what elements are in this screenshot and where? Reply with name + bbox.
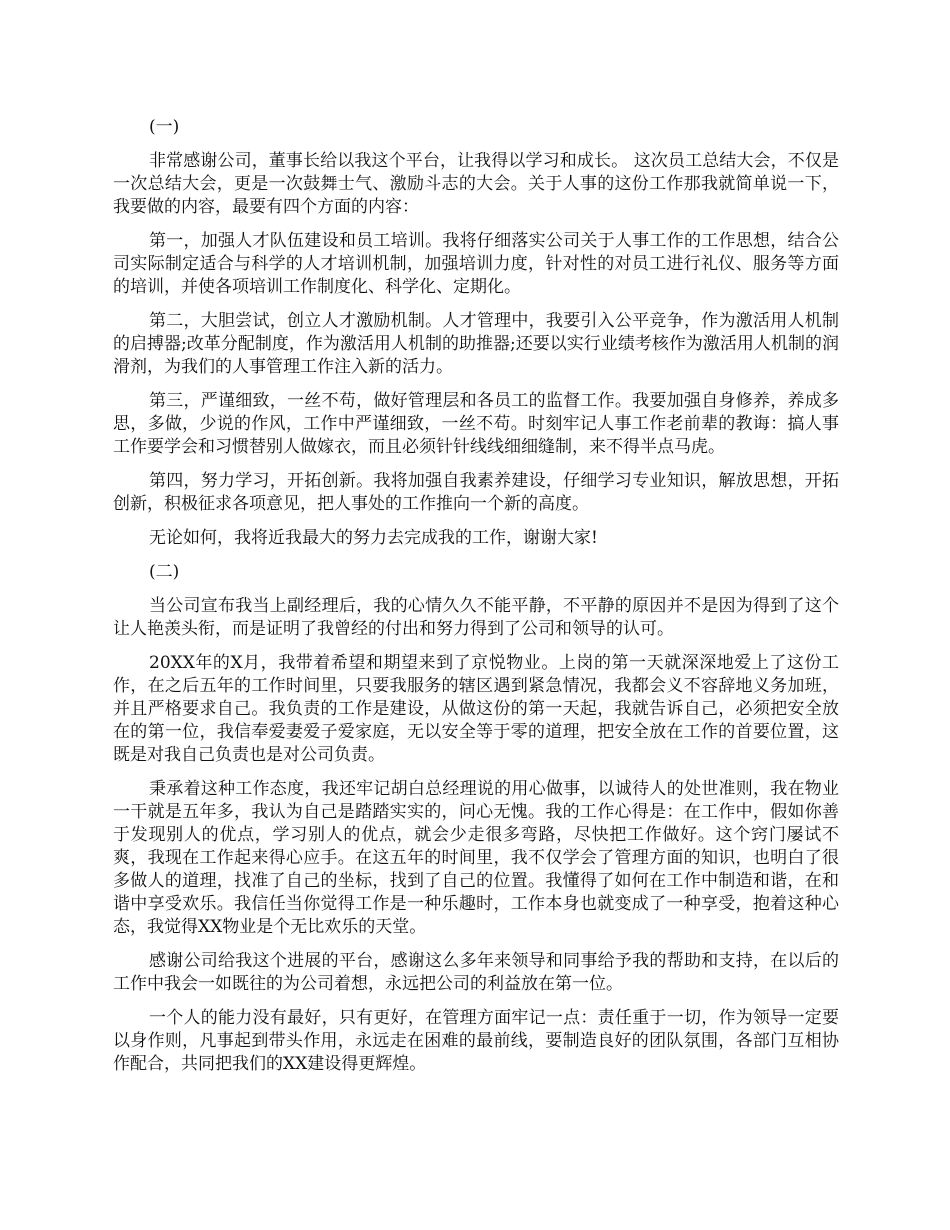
paragraph: 无论如何，我将近我最大的努力去完成我的工作，谢谢大家! bbox=[149, 528, 598, 548]
paragraph: 非常感谢公司，董事长给以我这个平台，让我得以学习和成长。 这次员工总结大会，不仅是一次总结大会，更是一次鼓舞士气、激励斗志的大会。关于人事的这份工作那我就简单说一下，我要做的内容，最要有四个方面的内容： bbox=[113, 151, 839, 217]
paragraph: 感谢公司给我这个进展的平台，感谢这么多年来领导和同事给予我的帮助和支持，在以后的工作中我会一如既往的为公司着想，永远把公司的利益放在第一位。 bbox=[113, 951, 839, 994]
paragraph: 秉承着这种工作态度，我还牢记胡白总经理说的用心做事，以诚待人的处世准则，我在物业一干就是五年多，我认为自己是踏踏实实的，问心无愧。我的工作心得是：在工作中，假如你善于发现别人的优点，学习别人的优点，就会少走很多弯路，尽快把工作做好。这个窍门屡试不爽，我现在工作起来得心应手。在这五年的时间里，我不仅学会了管理方面的知识，也明白了很多做人的道理，找准了自己的坐标，找到了自己的位置。我懂得了如何在工作中制造和谐，在和谐中享受欢乐。我信任当你觉得工作是一种乐趣时，工作本身也就变成了一种享受，抱着这种心态，我觉得XX物业是个无比欢乐的天堂。 bbox=[113, 779, 839, 937]
paragraph: 第三，严谨细致，一丝不苟，做好管理层和各员工的监督工作。我要加强自身修养，养成多思，多做，少说的作风，工作中严谨细致，一丝不苟。时刻牢记人事工作老前辈的教诲：搞人事工作要学会和习惯替别人做嫁衣，而且必须针针线线细细缝制，来不得半点马虎。 bbox=[113, 391, 839, 457]
document-body bbox=[113, 116, 839, 1087]
paragraph: 20XX年的X月，我带着希望和期望来到了京悦物业。上岗的第一天就深深地爱上了这份工作，在之后五年的工作时间里，只要我服务的辖区遇到紧急情况，我都会义不容辞地义务加班，并且严格要求自己。我负责的工作是建设，从做这份的第一天起，我就告诉自己，必须把安全放在的第一位，我信奉爱妻爱子爱家庭，无以安全等于零的道理，把安全放在工作的首要位置，这既是对我自己负责也是对公司负责。 bbox=[113, 653, 839, 765]
section-heading-1: (一) bbox=[149, 117, 180, 137]
paragraph: 当公司宣布我当上副经理后，我的心情久久不能平静，不平静的原因并不是因为得到了这个让人艳羡头衔，而是证明了我曾经的付出和努力得到了公司和领导的认可。 bbox=[113, 596, 839, 639]
paragraph: 第二，大胆尝试，创立人才激励机制。人才管理中，我要引入公平竞争，作为激活用人机制的启搏器;改革分配制度，作为激活用人机制的助推器;还要以实行业绩考核作为激活用人机制的润滑剂，为我们的人事管理工作注入新的活力。 bbox=[113, 311, 839, 377]
paragraph: 第一，加强人才队伍建设和员工培训。我将仔细落实公司关于人事工作的工作思想，结合公司实际制定适合与科学的人才培训机制，加强培训力度，针对性的对员工进行礼仪、服务等方面的培训，并使各项培训工作制度化、科学化、定期化。 bbox=[113, 231, 839, 297]
paragraph: 第四，努力学习，开拓创新。我将加强自我素养建设，仔细学习专业知识，解放思想，开拓创新，积极征求各项意见，把人事处的工作推向一个新的高度。 bbox=[113, 471, 839, 514]
section-heading-2: (二) bbox=[149, 562, 180, 582]
paragraph: 一个人的能力没有最好，只有更好，在管理方面牢记一点：责任重于一切，作为领导一定要以身作则，凡事起到带头作用，永远走在困难的最前线，要制造良好的团队氛围，各部门互相协作配合，共同把我们的XX建设得更辉煌。 bbox=[113, 1008, 839, 1074]
